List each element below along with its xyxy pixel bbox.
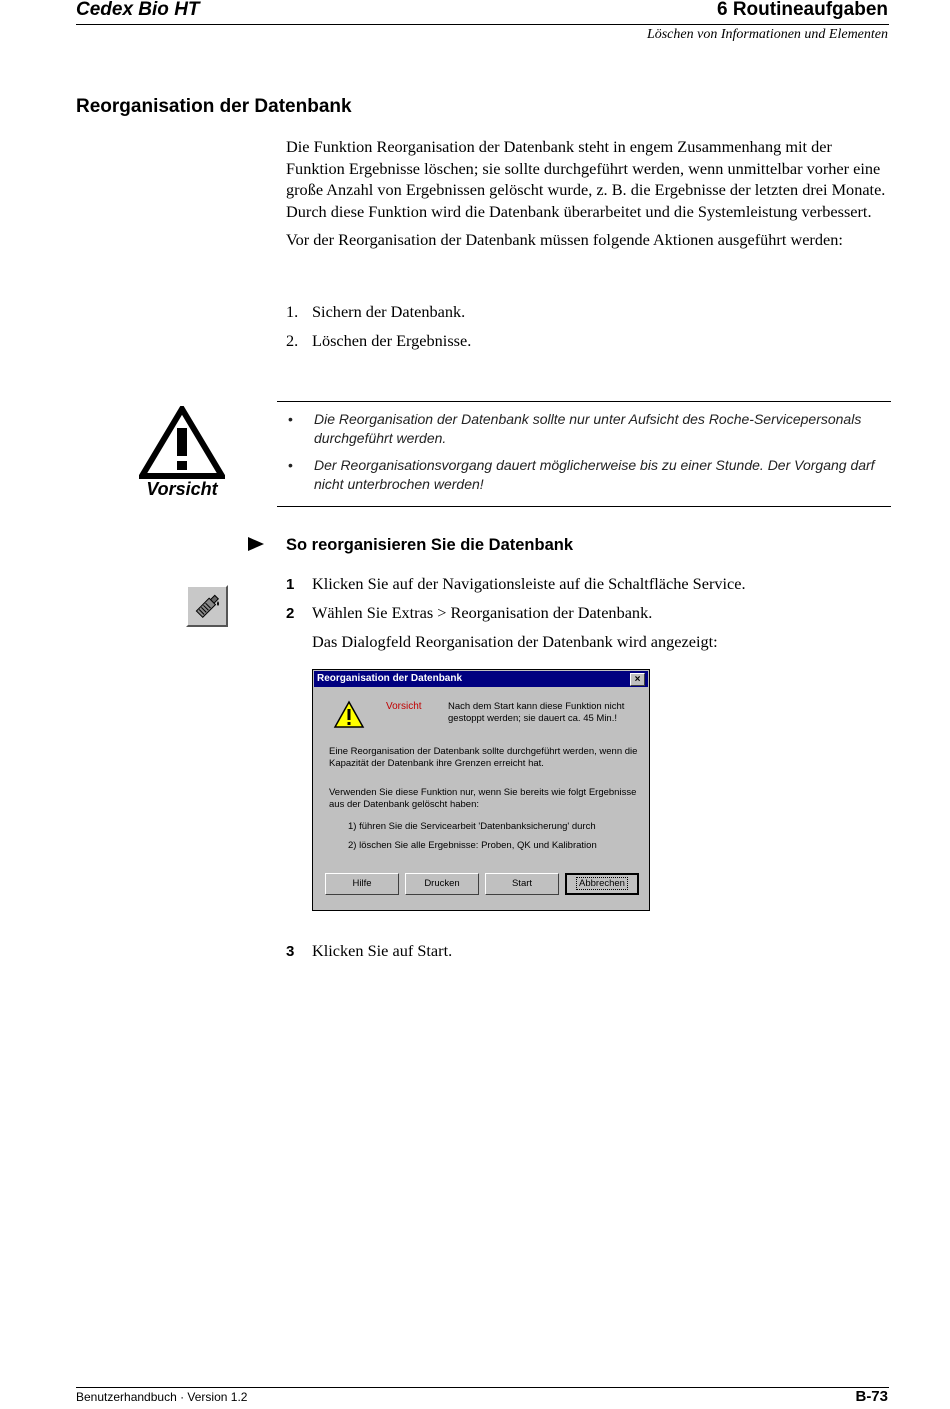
step-text: Klicken Sie auf der Navigationsleiste auf die Schaltfläche Service. — [312, 574, 746, 593]
caution-warning-icon — [139, 406, 225, 501]
dialog-title: Reorganisation der Datenbank — [317, 673, 463, 684]
intro-paragraph: Die Funktion Reorganisation der Datenbank steht in engem Zusammenhang mit der Funktion Ergebnisse löschen; sie sollte durchgeführt werden, wenn unmittelbar vorher eine große Anzahl von Ergebnissen gelöscht wurde, z. B. die Ergebnisse der letzten drei Monate. Durch diese Funktion wird die Datenbank überarbeitet und die Systemleistung verbessert. — [286, 137, 886, 221]
list-number: 1. — [286, 302, 299, 321]
step-number: 3 — [286, 943, 295, 960]
list-number: 2. — [286, 331, 299, 350]
reorganisation-dialog — [312, 669, 650, 911]
step-item — [286, 941, 452, 961]
dialog-paragraph: Eine Reorganisation der Datenbank sollte durchgeführt werden, wenn die Kapazität der Datenbank ihre Grenzen erreicht hat. — [329, 746, 638, 769]
header-product: Cedex Bio HT — [76, 0, 200, 20]
header-chapter: 6 Routineaufgaben — [716, 0, 888, 20]
bullet: • — [288, 457, 293, 473]
caution-text: Der Reorganisationsvorgang dauert möglicherweise bis zu einer Stunde. Der Vorgang darf nicht unterbrochen werden! — [314, 457, 875, 492]
caution-bottom-rule — [277, 506, 891, 507]
help-button[interactable] — [325, 873, 399, 895]
service-wrench-icon — [188, 587, 226, 625]
list-item — [286, 331, 471, 351]
caution-item — [288, 456, 888, 494]
dialog-list-item: 1) führen Sie die Servicearbeit 'Datenbanksicherung' durch — [348, 821, 596, 832]
cancel-button[interactable] — [565, 873, 639, 895]
dialog-vorsicht-label: Vorsicht — [386, 701, 422, 712]
start-button[interactable] — [485, 873, 559, 895]
caution-list — [288, 410, 888, 502]
dialog-paragraph: Verwenden Sie diese Funktion nur, wenn Sie bereits wie folgt Ergebnisse aus der Datenbank gelöscht haben: — [329, 787, 637, 810]
intro-paragraph: Vor der Reorganisation der Datenbank müssen folgende Aktionen ausgeführt werden: — [286, 230, 843, 249]
footer-rule — [76, 1387, 889, 1388]
step-item — [286, 603, 652, 623]
page-number: B-73 — [855, 1388, 888, 1405]
list-text: Löschen der Ergebnisse. — [312, 331, 472, 350]
service-button-icon — [186, 585, 228, 627]
section-title: Reorganisation der Datenbank — [76, 96, 352, 117]
list-text: Sichern der Datenbank. — [312, 302, 466, 321]
step-note: Das Dialogfeld Reorganisation der Datenbank wird angezeigt: — [312, 632, 718, 651]
step-item — [286, 574, 746, 594]
bullet: • — [288, 411, 293, 427]
step-text: Wählen Sie Extras > Reorganisation der Datenbank. — [312, 603, 653, 622]
list-item — [286, 302, 465, 322]
header-subtitle: Löschen von Informationen und Elementen — [646, 27, 888, 42]
intro-text — [286, 136, 886, 258]
warning-triangle-icon — [333, 700, 365, 730]
caution-text: Die Reorganisation der Datenbank sollte nur unter Aufsicht des Roche-Servicepersonals durchgeführt werden. — [314, 411, 862, 446]
step-number: 2 — [286, 605, 295, 622]
footer-manual-version: Benutzerhandbuch · Version 1.2 — [76, 1390, 248, 1404]
step-text: Klicken Sie auf Start. — [312, 941, 453, 960]
caution-item — [288, 410, 888, 448]
arrow-right-icon — [248, 537, 264, 551]
caution-label: Vorsicht — [146, 479, 218, 499]
dialog-note: Nach dem Start kann diese Funktion nicht gestoppt werden; sie dauert ca. 45 Min.! — [448, 701, 625, 724]
procedure-title — [248, 536, 573, 555]
caution-top-rule — [277, 401, 891, 402]
help-button-label: Hilfe — [352, 878, 372, 889]
close-icon[interactable]: × — [630, 673, 645, 686]
step-number: 1 — [286, 576, 295, 593]
print-button[interactable] — [405, 873, 479, 895]
header-rule — [76, 24, 889, 25]
dialog-list-item: 2) löschen Sie alle Ergebnisse: Proben, QK und Kalibration — [348, 840, 597, 851]
print-button-label: Drucken — [424, 878, 460, 889]
dialog-titlebar — [314, 671, 648, 687]
start-button-label: Start — [511, 878, 533, 889]
procedure-title-text: So reorganisieren Sie die Datenbank — [286, 536, 574, 554]
cancel-button-label: Abbrechen — [579, 878, 625, 889]
